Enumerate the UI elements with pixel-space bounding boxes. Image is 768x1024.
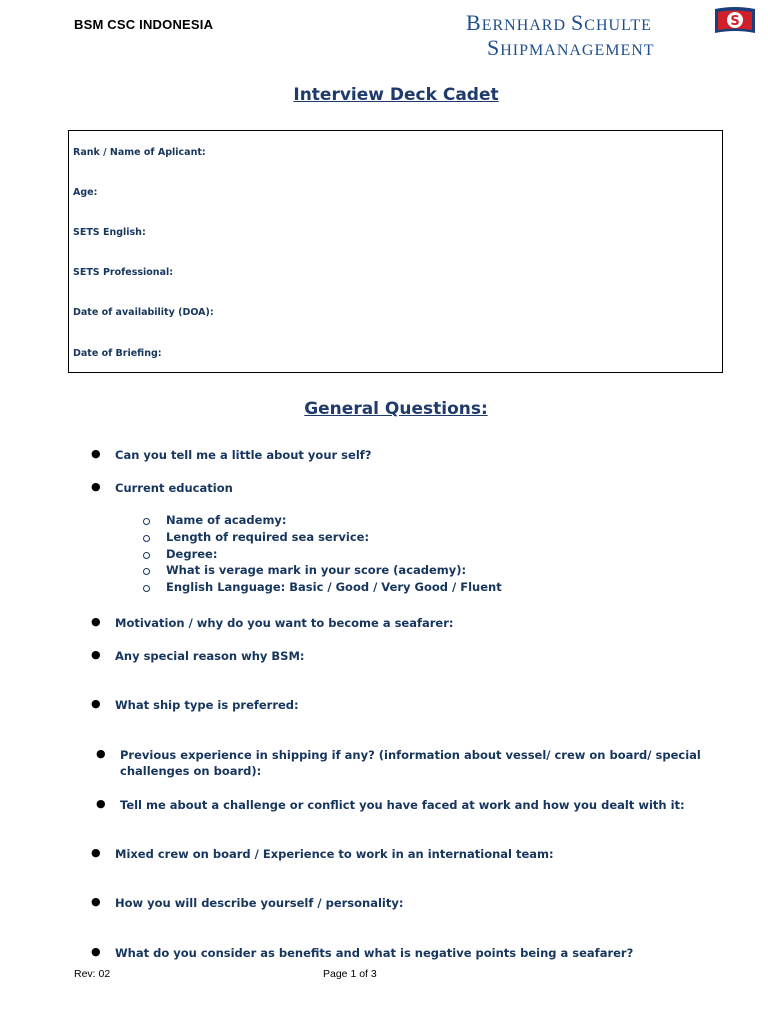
question-6: Previous experience in shipping if any? (information about vessel/ crew on board/ special challenges on board): [120,748,701,778]
question-1: Can you tell me a little about your self? [115,448,372,462]
revision-label: Rev: 02 [74,968,111,980]
field-sets-professional: SETS Professional: [73,267,174,278]
question-9: How you will describe yourself / personality: [115,896,404,910]
section-heading: General Questions: [304,399,488,419]
logo-rest-b: ERNHARD [481,17,572,34]
bullet-icon: ● [91,945,101,958]
circle-bullet-icon [143,535,150,542]
logo-cap-b: B [466,10,482,35]
page-number: Page 1 of 3 [323,968,377,980]
field-age: Age: [73,187,98,198]
company-flag-icon [714,6,756,36]
circle-bullet-icon [143,585,150,592]
bullet-icon: ● [91,846,101,859]
question-10: What do you consider as benefits and what is negative points being a seafarer? [115,946,634,960]
bullet-icon: ● [96,797,106,810]
bullet-icon: ● [91,895,101,908]
education-sub-3: Degree: [166,547,218,561]
education-sub-2: Length of required sea service: [166,530,370,544]
field-rank-name: Rank / Name of Aplicant: [73,147,206,158]
field-date-availability: Date of availability (DOA): [73,307,214,318]
question-3: Motivation / why do you want to become a seafarer: [115,616,454,630]
logo-cap-s: S [571,10,585,35]
bullet-icon: ● [91,648,101,661]
education-sub-1: Name of academy: [166,513,287,527]
circle-bullet-icon [143,552,150,559]
question-7: Tell me about a challenge or conflict you have faced at work and how you dealt with it: [120,798,685,812]
circle-bullet-icon [143,518,150,525]
question-4: Any special reason why BSM: [115,649,305,663]
logo-rest-s2: HIPMANAGEMENT [500,42,655,59]
question-2: Current education [115,481,233,495]
logo-rest-s: CHULTE [584,17,652,34]
company-logo-text [466,12,702,62]
education-sub-5: English Language: Basic / Good / Very Good / Fluent [166,580,502,594]
bullet-icon: ● [91,447,101,460]
education-sub-4: What is verage mark in your score (academy): [166,563,467,577]
flag-letter: S [730,14,740,29]
question-5: What ship type is preferred: [115,698,299,712]
logo-cap-s2: S [487,35,501,60]
circle-bullet-icon [143,568,150,575]
bullet-icon: ● [96,747,106,760]
document-title: Interview Deck Cadet [293,85,499,105]
question-8: Mixed crew on board / Experience to work in an international team: [115,847,554,861]
company-name: BSM CSC INDONESIA [74,17,214,32]
bullet-icon: ● [91,615,101,628]
field-sets-english: SETS English: [73,227,146,238]
bullet-icon: ● [91,697,101,710]
field-date-briefing: Date of Briefing: [73,348,162,359]
bullet-icon: ● [91,480,101,493]
applicant-info-box [68,130,723,373]
